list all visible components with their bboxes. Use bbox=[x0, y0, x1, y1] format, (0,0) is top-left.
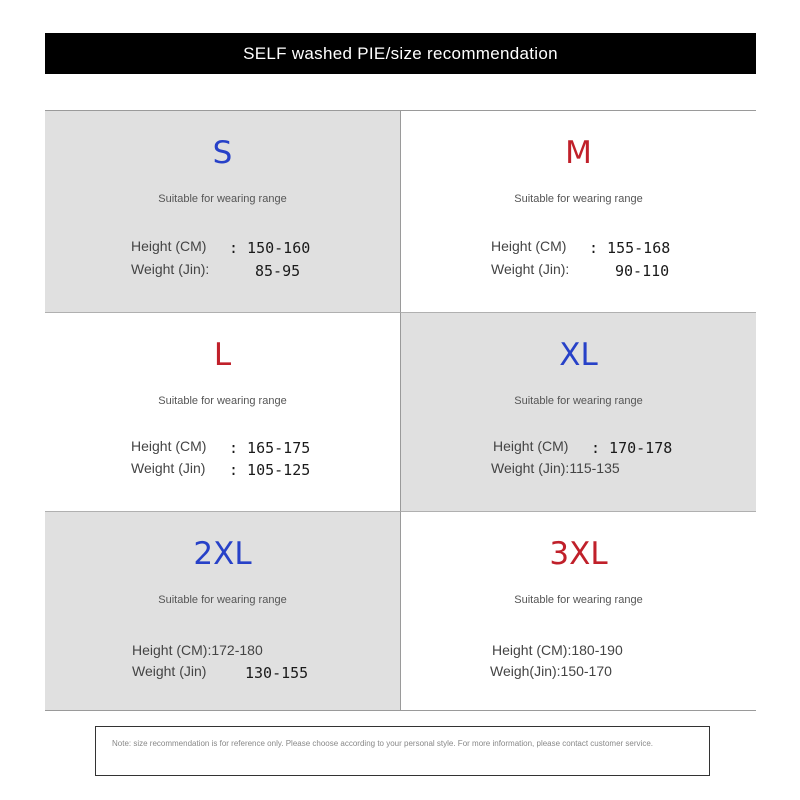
card-subtitle: Suitable for wearing range bbox=[514, 594, 643, 606]
size-card-3xl bbox=[400, 511, 756, 711]
size-label: XL bbox=[559, 337, 598, 373]
weight-row bbox=[131, 261, 301, 280]
card-subtitle: Suitable for wearing range bbox=[514, 193, 643, 205]
disclaimer-note bbox=[95, 726, 710, 776]
height-row bbox=[492, 642, 623, 658]
size-card-m bbox=[400, 111, 756, 312]
size-label: L bbox=[213, 337, 232, 373]
height-value: : 150-160 bbox=[229, 239, 311, 257]
weight-label: Weight (Jin): bbox=[131, 261, 210, 277]
weight-value: 85-95 bbox=[255, 262, 301, 280]
size-card-xl bbox=[400, 312, 756, 511]
size-card-s bbox=[45, 111, 400, 312]
card-subtitle: Suitable for wearing range bbox=[158, 193, 287, 205]
height-label: Height (CM) bbox=[131, 438, 207, 454]
weight-value: 130-155 bbox=[245, 664, 309, 682]
height-row bbox=[131, 438, 311, 457]
size-grid bbox=[45, 110, 756, 712]
page-header bbox=[45, 33, 756, 74]
height-value: : 170-178 bbox=[591, 439, 673, 457]
height-value: : 165-175 bbox=[229, 439, 311, 457]
size-card-2xl bbox=[45, 511, 400, 711]
page-title: SELF washed PIE/size recommendation bbox=[243, 43, 558, 63]
card-subtitle: Suitable for wearing range bbox=[514, 395, 643, 407]
height-row bbox=[132, 642, 263, 658]
size-card-l bbox=[45, 312, 400, 511]
weight-value: : 105-125 bbox=[229, 461, 311, 479]
height-row bbox=[131, 238, 311, 257]
weight-label: Weigh(Jin):150-170 bbox=[490, 663, 612, 679]
weight-row bbox=[491, 460, 620, 476]
weight-value: 90-110 bbox=[615, 262, 670, 280]
weight-label: Weight (Jin):115-135 bbox=[491, 460, 620, 476]
height-label: Height (CM) bbox=[131, 238, 207, 254]
size-label: S bbox=[212, 135, 233, 171]
weight-row bbox=[491, 261, 670, 280]
note-text: Note: size recommendation is for reference only. Please choose according to your personal style. For more information, please contact customer service. bbox=[112, 739, 653, 748]
size-label: 2XL bbox=[193, 536, 252, 572]
height-row bbox=[491, 238, 671, 257]
weight-label: Weight (Jin) bbox=[131, 460, 206, 476]
height-label: Height (CM):180-190 bbox=[492, 642, 623, 658]
weight-label: Weight (Jin) bbox=[132, 663, 207, 679]
weight-row bbox=[132, 663, 309, 682]
height-row bbox=[493, 438, 673, 457]
size-label: M bbox=[565, 135, 592, 171]
height-value: : 155-168 bbox=[589, 239, 671, 257]
height-label: Height (CM):172-180 bbox=[132, 642, 263, 658]
height-label: Height (CM) bbox=[491, 238, 567, 254]
height-label: Height (CM) bbox=[493, 438, 569, 454]
card-subtitle: Suitable for wearing range bbox=[158, 395, 287, 407]
size-label: 3XL bbox=[549, 536, 608, 572]
card-subtitle: Suitable for wearing range bbox=[158, 594, 287, 606]
weight-row bbox=[490, 663, 612, 679]
weight-label: Weight (Jin): bbox=[491, 261, 570, 277]
weight-row bbox=[131, 460, 311, 479]
